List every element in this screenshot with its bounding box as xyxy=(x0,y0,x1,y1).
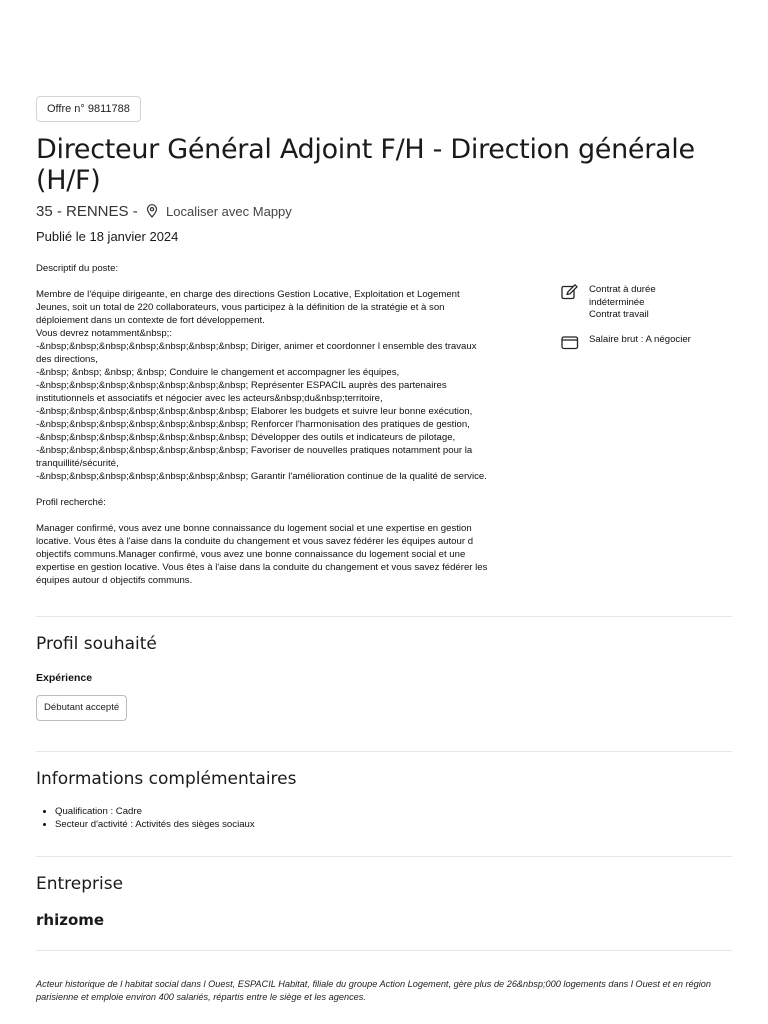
description-heading: Descriptif du poste: xyxy=(36,263,119,274)
description-line: -&nbsp;&nbsp;&nbsp;&nbsp;&nbsp;&nbsp;&nbsp; Garantir l'amélioration continue de la qualité de service. xyxy=(36,471,487,482)
company-name: rhizome xyxy=(36,911,105,929)
location-text: 35 - RENNES - xyxy=(36,203,138,220)
published-date: Publié le 18 janvier 2024 xyxy=(36,229,179,244)
description-line: -&nbsp;&nbsp;&nbsp;&nbsp;&nbsp;&nbsp;&nbsp; Renforcer l'harmonisation des pratiques de gestion, xyxy=(36,419,470,430)
job-title: Directeur Général Adjoint F/H - Direction générale (H/F) xyxy=(36,134,695,196)
salary-text: Salaire brut : A négocier xyxy=(589,333,691,345)
description-line: -&nbsp;&nbsp;&nbsp;&nbsp;&nbsp;&nbsp;&nbsp; Représenter ESPACIL auprès des partenaires institutionnels et associatifs et négocier avec les acteurs&nbsp;du&nbsp;territoire, xyxy=(36,380,447,404)
section-divider xyxy=(36,616,732,617)
contract-type-line2: indéterminée xyxy=(589,296,645,308)
contract-kind: Contrat travail xyxy=(589,309,649,320)
section-divider xyxy=(36,751,732,752)
description-line: -&nbsp; &nbsp; &nbsp; &nbsp; Conduire le changement et accompagner les équipes, xyxy=(36,367,400,378)
wallet-icon xyxy=(560,334,580,350)
profile-section-title: Profil souhaité xyxy=(36,634,157,654)
contract-panel xyxy=(560,284,740,350)
description-line: -&nbsp;&nbsp;&nbsp;&nbsp;&nbsp;&nbsp;&nbsp; Diriger, animer et coordonner l ensemble des travaux des directions, xyxy=(36,341,477,365)
profile-text: Manager confirmé, vous avez une bonne connaissance du logement social et une expertise en gestion locative. Vous êtes à l'aise dans la conduite du changement et vous savez fédérer les équipes autour d objectifs communs.Manager confirmé, vous avez une bonne connaissance du logement social et une expertise en gestion locative. Vous êtes à l'aise dans la conduite du changement et vous savez fédérer les équipes autour d objectifs communs. xyxy=(36,523,488,586)
info-list xyxy=(36,806,255,831)
experience-chip: Débutant accepté xyxy=(36,695,127,721)
description-line: -&nbsp;&nbsp;&nbsp;&nbsp;&nbsp;&nbsp;&nbsp; Favoriser de nouvelles pratiques notamment pour la tranquillité/sécurité, xyxy=(36,445,473,469)
location-line xyxy=(36,203,292,220)
list-item: • Secteur d'activité : Activités des sièges sociaux xyxy=(55,819,255,832)
list-item: • Qualification : Cadre xyxy=(55,806,255,819)
edit-icon xyxy=(560,284,580,300)
company-description: Acteur historique de l habitat social dans l Ouest, ESPACIL Habitat, filiale du groupe Action Logement, gère plus de 26&nbsp;000 logements dans l Ouest et en région parisienne et emploie environ 400 salariés, répartis entre le siège et les agences. xyxy=(36,979,712,1002)
section-divider xyxy=(36,856,732,857)
contract-row xyxy=(560,284,740,322)
info-section-title: Informations complémentaires xyxy=(36,769,297,789)
experience-label: Expérience xyxy=(36,672,93,684)
job-description xyxy=(36,262,488,587)
company-section-title: Entreprise xyxy=(36,874,124,894)
description-line: -&nbsp;&nbsp;&nbsp;&nbsp;&nbsp;&nbsp;&nbsp; Elaborer les budgets et suivre leur bonne exécution, xyxy=(36,406,473,417)
description-intro: Membre de l'équipe dirigeante, en charge des directions Gestion Locative, Exploitation et Logement Jeunes, soit un total de 220 collaborateurs, vous participez à la définition de la stratégie et à son déploiement dans un contexte de fort développement. xyxy=(36,289,460,326)
description-line: Vous devrez notamment&nbsp;: xyxy=(36,328,172,339)
description-line: -&nbsp;&nbsp;&nbsp;&nbsp;&nbsp;&nbsp;&nbsp; Développer des outils et indicateurs de pilotage, xyxy=(36,432,456,443)
salary-row xyxy=(560,334,740,350)
profile-heading: Profil recherché: xyxy=(36,497,106,508)
map-pin-icon xyxy=(146,204,158,218)
mappy-link[interactable]: Localiser avec Mappy xyxy=(166,204,292,219)
contract-type-line1: Contrat à durée xyxy=(589,284,656,295)
offer-number-badge: Offre n° 9811788 xyxy=(36,96,141,122)
section-divider xyxy=(36,950,732,951)
